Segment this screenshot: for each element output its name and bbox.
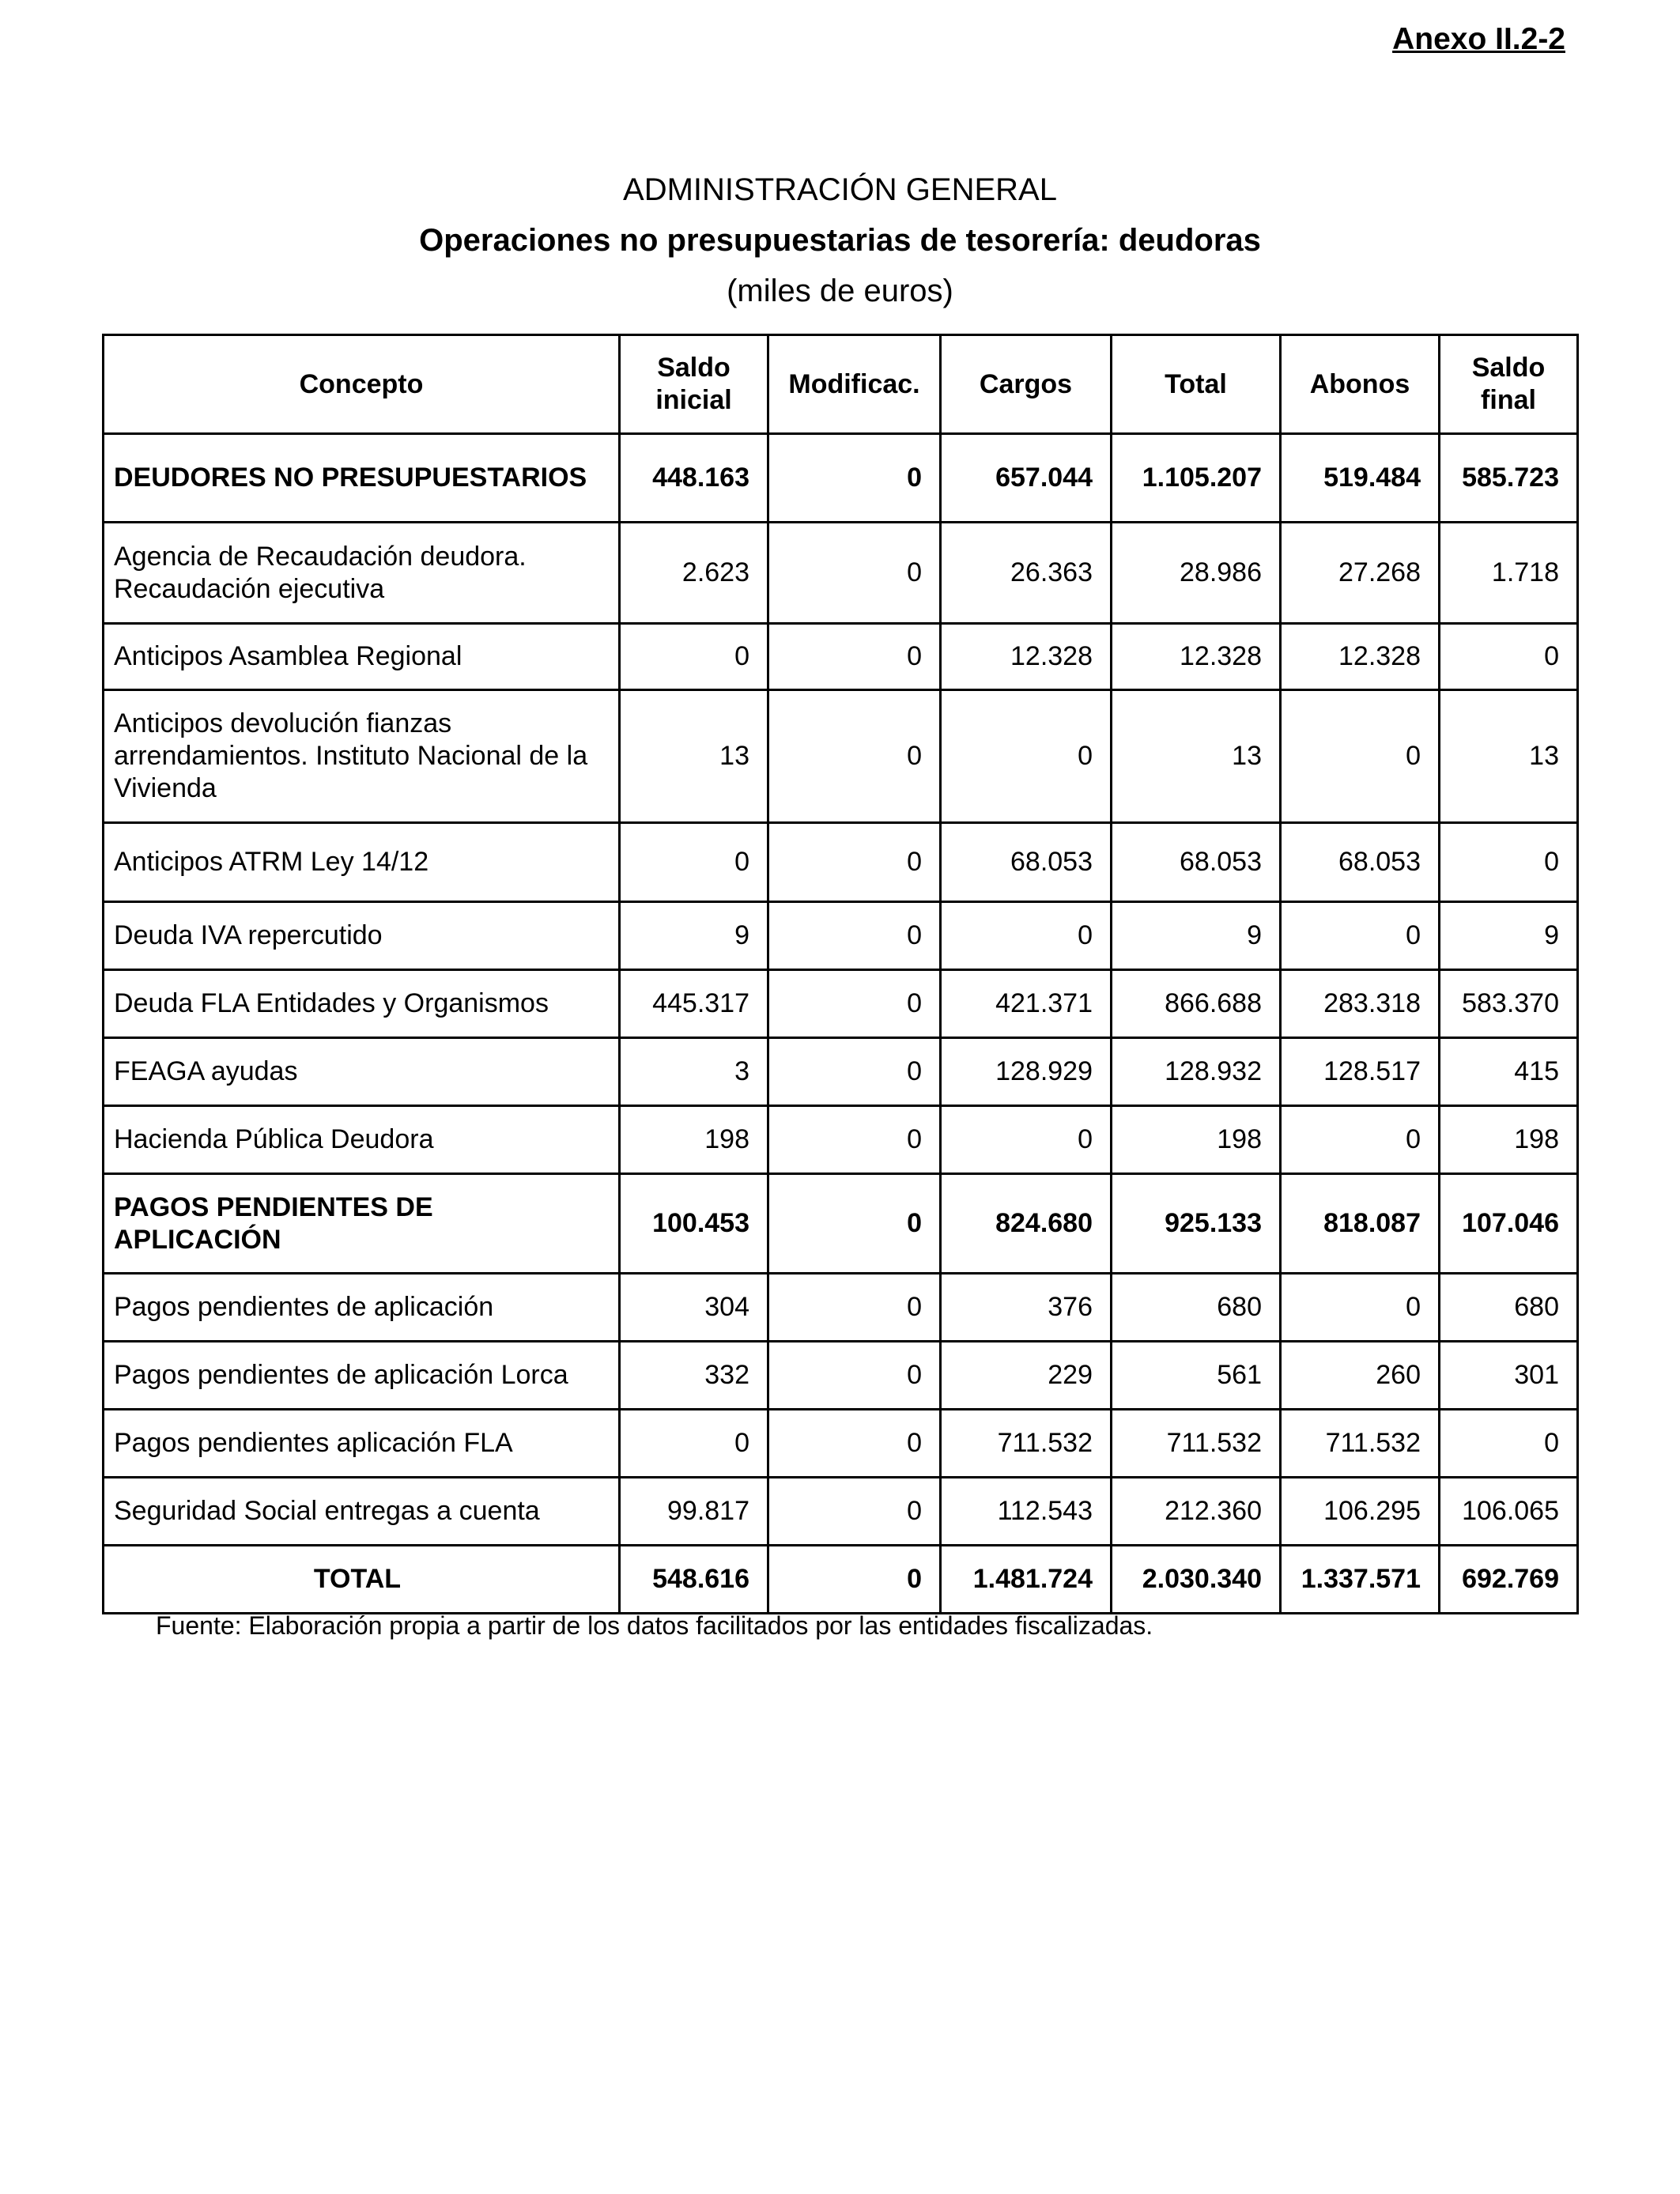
cell-total: 68.053 — [1112, 823, 1281, 902]
cell-saldo-inicial: 3 — [620, 1038, 768, 1106]
cell-saldo-inicial: 198 — [620, 1106, 768, 1174]
cell-modificac: 0 — [768, 1106, 941, 1174]
cell-modificac: 0 — [768, 624, 941, 690]
cell-saldo-final: 106.065 — [1440, 1478, 1578, 1546]
cell-cargos: 68.053 — [941, 823, 1112, 902]
source-note: Fuente: Elaboración propia a partir de los datos facilitados por las entidades fiscalizadas. — [156, 1611, 1153, 1640]
cell-total: 12.328 — [1112, 624, 1281, 690]
cell-saldo-final: 585.723 — [1440, 434, 1578, 523]
cell-saldo-final: 107.046 — [1440, 1174, 1578, 1274]
table-row — [104, 1342, 1578, 1410]
cell-concepto: Agencia de Recaudación deudora. Recaudación ejecutiva — [104, 523, 620, 624]
cell-saldo-inicial: 0 — [620, 624, 768, 690]
cell-modificac: 0 — [768, 823, 941, 902]
header-cargos: Cargos — [941, 335, 1112, 434]
cell-cargos: 421.371 — [941, 970, 1112, 1038]
cell-total: 128.932 — [1112, 1038, 1281, 1106]
cell-saldo-inicial: 100.453 — [620, 1174, 768, 1274]
cell-concepto: DEUDORES NO PRESUPUESTARIOS — [104, 434, 620, 523]
cell-concepto: Pagos pendientes de aplicación — [104, 1274, 620, 1342]
cell-abonos: 283.318 — [1281, 970, 1440, 1038]
table-row — [104, 624, 1578, 690]
cell-total: 28.986 — [1112, 523, 1281, 624]
table-body — [104, 434, 1578, 1614]
cell-cargos: 711.532 — [941, 1410, 1112, 1478]
table-row — [104, 1038, 1578, 1106]
cell-modificac: 0 — [768, 434, 941, 523]
cell-saldo-inicial: 304 — [620, 1274, 768, 1342]
cell-saldo-inicial: 0 — [620, 1410, 768, 1478]
cell-abonos: 27.268 — [1281, 523, 1440, 624]
total-row — [104, 1546, 1578, 1614]
cell-saldo-inicial: 445.317 — [620, 970, 768, 1038]
cell-cargos: 0 — [941, 902, 1112, 970]
cell-saldo-inicial: 332 — [620, 1342, 768, 1410]
cell-concepto: Deuda IVA repercutido — [104, 902, 620, 970]
cell-saldo-final: 415 — [1440, 1038, 1578, 1106]
cell-concepto: Anticipos ATRM Ley 14/12 — [104, 823, 620, 902]
cell-cargos: 376 — [941, 1274, 1112, 1342]
cell-saldo-inicial: 0 — [620, 823, 768, 902]
cell-saldo-inicial: 9 — [620, 902, 768, 970]
cell-concepto: PAGOS PENDIENTES DE APLICACIÓN — [104, 1174, 620, 1274]
cell-cargos: 0 — [941, 690, 1112, 823]
table-row — [104, 1478, 1578, 1546]
cell-abonos: 0 — [1281, 1106, 1440, 1174]
cell-saldo-final: 680 — [1440, 1274, 1578, 1342]
table-row — [104, 690, 1578, 823]
header-abonos: Abonos — [1281, 335, 1440, 434]
cell-abonos: 519.484 — [1281, 434, 1440, 523]
cell-cargos: 229 — [941, 1342, 1112, 1410]
cell-abonos: 711.532 — [1281, 1410, 1440, 1478]
table-row — [104, 523, 1578, 624]
page-subtitle: Operaciones no presupuestarias de tesorería: deudoras — [419, 223, 1261, 258]
cell-concepto: Hacienda Pública Deudora — [104, 1106, 620, 1174]
cell-total: 212.360 — [1112, 1478, 1281, 1546]
cell-concepto: Seguridad Social entregas a cuenta — [104, 1478, 620, 1546]
table-header-row — [104, 335, 1578, 434]
cell-modificac: 0 — [768, 1342, 941, 1410]
cell-saldo-final: 692.769 — [1440, 1546, 1578, 1614]
page-title: ADMINISTRACIÓN GENERAL — [623, 172, 1057, 207]
header-saldo-inicial: Saldo inicial — [620, 335, 768, 434]
units-label: (miles de euros) — [727, 274, 953, 308]
cell-cargos: 0 — [941, 1106, 1112, 1174]
cell-abonos: 0 — [1281, 1274, 1440, 1342]
cell-saldo-inicial: 13 — [620, 690, 768, 823]
cell-saldo-inicial: 99.817 — [620, 1478, 768, 1546]
cell-abonos: 128.517 — [1281, 1038, 1440, 1106]
cell-total: 925.133 — [1112, 1174, 1281, 1274]
cell-cargos: 1.481.724 — [941, 1546, 1112, 1614]
cell-total: 561 — [1112, 1342, 1281, 1410]
cell-modificac: 0 — [768, 1410, 941, 1478]
debtors-table — [102, 334, 1579, 1614]
cell-modificac: 0 — [768, 902, 941, 970]
cell-saldo-final: 198 — [1440, 1106, 1578, 1174]
cell-cargos: 112.543 — [941, 1478, 1112, 1546]
annex-label: Anexo II.2-2 — [1392, 22, 1565, 56]
cell-abonos: 0 — [1281, 690, 1440, 823]
cell-total: 866.688 — [1112, 970, 1281, 1038]
table-row — [104, 902, 1578, 970]
cell-abonos: 0 — [1281, 902, 1440, 970]
cell-cargos: 128.929 — [941, 1038, 1112, 1106]
cell-total: 711.532 — [1112, 1410, 1281, 1478]
cell-saldo-final: 9 — [1440, 902, 1578, 970]
table-row — [104, 1174, 1578, 1274]
cell-abonos: 260 — [1281, 1342, 1440, 1410]
cell-modificac: 0 — [768, 690, 941, 823]
cell-concepto: Pagos pendientes de aplicación Lorca — [104, 1342, 620, 1410]
cell-modificac: 0 — [768, 970, 941, 1038]
header-saldo-final: Saldo final — [1440, 335, 1578, 434]
table-row — [104, 1106, 1578, 1174]
cell-abonos: 106.295 — [1281, 1478, 1440, 1546]
table-row — [104, 1410, 1578, 1478]
cell-modificac: 0 — [768, 1174, 941, 1274]
cell-cargos: 824.680 — [941, 1174, 1112, 1274]
header-total: Total — [1112, 335, 1281, 434]
cell-saldo-final: 301 — [1440, 1342, 1578, 1410]
table-row — [104, 823, 1578, 902]
cell-modificac: 0 — [768, 1546, 941, 1614]
cell-total: 13 — [1112, 690, 1281, 823]
cell-saldo-final: 1.718 — [1440, 523, 1578, 624]
cell-modificac: 0 — [768, 523, 941, 624]
cell-saldo-inicial: 548.616 — [620, 1546, 768, 1614]
cell-concepto: Pagos pendientes aplicación FLA — [104, 1410, 620, 1478]
cell-cargos: 657.044 — [941, 434, 1112, 523]
cell-total: 198 — [1112, 1106, 1281, 1174]
cell-total: 9 — [1112, 902, 1281, 970]
cell-total: 1.105.207 — [1112, 434, 1281, 523]
cell-saldo-final: 0 — [1440, 1410, 1578, 1478]
cell-total: 2.030.340 — [1112, 1546, 1281, 1614]
cell-concepto: Anticipos Asamblea Regional — [104, 624, 620, 690]
cell-abonos: 818.087 — [1281, 1174, 1440, 1274]
cell-modificac: 0 — [768, 1478, 941, 1546]
header-concepto: Concepto — [104, 335, 620, 434]
cell-cargos: 26.363 — [941, 523, 1112, 624]
cell-modificac: 0 — [768, 1274, 941, 1342]
header-modificac: Modificac. — [768, 335, 941, 434]
cell-abonos: 68.053 — [1281, 823, 1440, 902]
cell-concepto: Deuda FLA Entidades y Organismos — [104, 970, 620, 1038]
cell-saldo-final: 13 — [1440, 690, 1578, 823]
cell-total: 680 — [1112, 1274, 1281, 1342]
cell-abonos: 1.337.571 — [1281, 1546, 1440, 1614]
table-row — [104, 970, 1578, 1038]
cell-cargos: 12.328 — [941, 624, 1112, 690]
cell-concepto: Anticipos devolución fianzas arrendamientos. Instituto Nacional de la Vivienda — [104, 690, 620, 823]
cell-concepto: TOTAL — [104, 1546, 620, 1614]
table-row — [104, 434, 1578, 523]
cell-saldo-final: 0 — [1440, 624, 1578, 690]
cell-modificac: 0 — [768, 1038, 941, 1106]
cell-saldo-inicial: 2.623 — [620, 523, 768, 624]
cell-saldo-final: 583.370 — [1440, 970, 1578, 1038]
cell-abonos: 12.328 — [1281, 624, 1440, 690]
table-row — [104, 1274, 1578, 1342]
cell-saldo-final: 0 — [1440, 823, 1578, 902]
cell-saldo-inicial: 448.163 — [620, 434, 768, 523]
cell-concepto: FEAGA ayudas — [104, 1038, 620, 1106]
